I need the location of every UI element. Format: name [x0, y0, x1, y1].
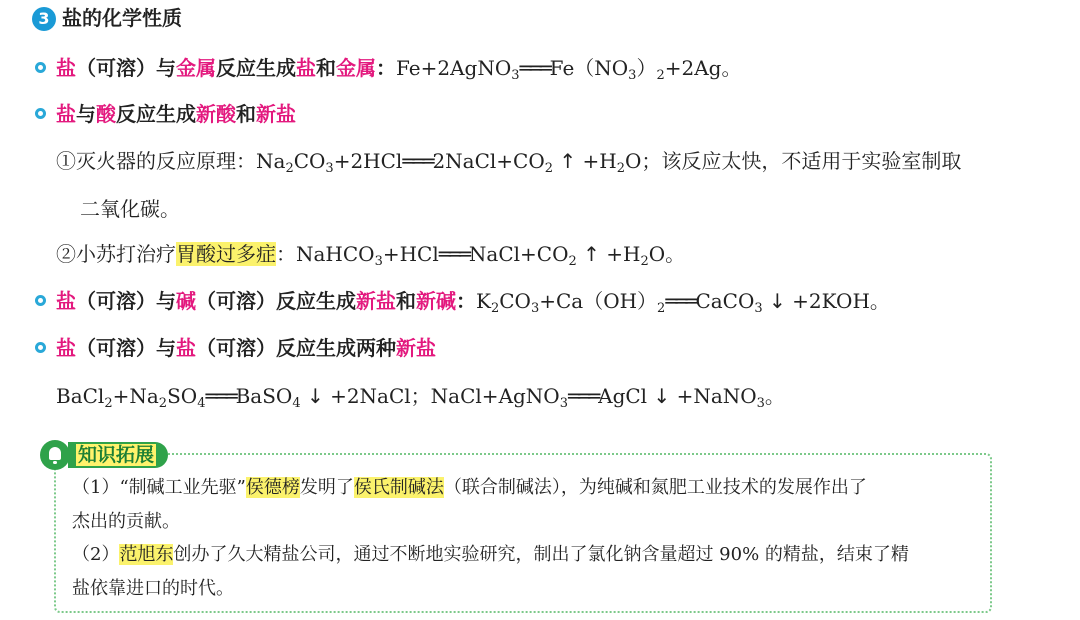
knowledge-paragraph-2-cont: 盐依靠进口的时代。 [72, 578, 234, 599]
bullet-icon [35, 295, 46, 306]
item-salt-base: 盐（可溶）与碱（可溶）反应生成新盐和新碱：$K_2CO_3+Ca(OH)_2═══CaCO_3$ ↓ +2KOH。 [56, 289, 890, 316]
item-salt-acid: 盐与酸反应生成新酸和新盐 [56, 102, 296, 126]
equals-sign: ═══ [519, 56, 550, 80]
gas-arrow-icon: ↑ [576, 242, 607, 266]
equation-salt-salt: $BaCl_2+Na_2SO_4═══BaSO_4$ ↓ +2NaCl；NaCl+AgNO$_3$═══AgCl ↓ +NaNO$_3$。 [56, 384, 785, 411]
precipitate-arrow-icon: ↓ [762, 289, 793, 313]
knowledge-paragraph-1: （1）“制碱工业先驱”侯德榜发明了侯氏制碱法（联合制碱法），为纯碱和氮肥工业技术的发展作出了 [72, 477, 867, 498]
knowledge-tag [40, 440, 168, 470]
item-salt-salt: 盐（可溶）与盐（可溶）反应生成两种新盐 [56, 336, 436, 360]
knowledge-paragraph-1-cont: 杰出的贡献。 [72, 511, 180, 532]
section-number-badge: 3 [32, 7, 56, 31]
precipitate-arrow-icon: ↓ [300, 384, 331, 408]
precipitate-arrow-icon: ↓ [647, 384, 677, 408]
bullet-icon [35, 62, 46, 73]
knowledge-label: 知识拓展 [78, 444, 155, 466]
item-salt-metal: 盐（可溶）与金属反应生成盐和金属：$Fe+2AgNO_3═══Fe(NO_3)_2+2Ag$。 [56, 56, 742, 83]
knowledge-paragraph-2: （2）范旭东创办了久大精盐公司，通过不断地实验研究，制出了氯化钠含量超过 90% 的精盐，结束了精 [72, 544, 909, 565]
sub-item-extinguisher-cont: 二氧化碳。 [80, 197, 180, 221]
section-title: 盐的化学性质 [62, 6, 182, 30]
sub-item-baking-soda: ②小苏打治疗胃酸过多症：$NaHCO_3+HCl═══NaCl+CO_2$ ↑ $+H_2O$。 [56, 242, 686, 269]
bell-icon [40, 440, 70, 470]
bullet-icon [35, 108, 46, 119]
gas-arrow-icon: ↑ [553, 149, 583, 173]
bullet-icon [35, 342, 46, 353]
sub-item-extinguisher: ①灭火器的反应原理：$Na_2CO_3+2HCl═══2NaCl+CO_2$ ↑ $+H_2O$；该反应太快，不适用于实验室制取 [56, 149, 962, 176]
